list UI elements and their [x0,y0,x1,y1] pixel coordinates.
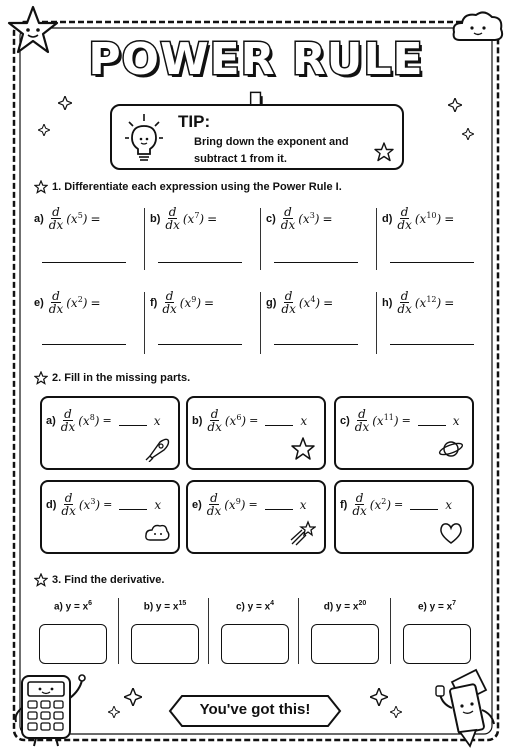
exponent: 4 [270,600,275,607]
answer-box[interactable] [311,624,379,664]
column-divider [376,292,377,354]
variable: x [228,498,236,512]
item-label: f) [340,498,348,511]
equals-sign: = [102,414,112,427]
star-bullet-icon [34,371,48,385]
star-bullet-icon [34,573,48,587]
column-divider [260,292,261,354]
sparkle-icon [370,688,388,706]
operator-numerator: d [210,491,218,505]
item-label: d) [382,212,393,225]
coefficient-blank[interactable] [265,500,293,510]
sparkle-icon [108,706,120,718]
derivative-question [28,600,118,674]
operator-denominator: dx [207,420,222,434]
exercise-cell [34,206,150,286]
operator-denominator: dx [397,302,412,316]
derivative-operator [165,206,179,231]
question-text: c) y = x [235,601,271,613]
power-term: $(x^{12})$ [414,295,442,310]
power-term: $(x^{10})$ [414,211,442,226]
power-term: $(x^{11})$ [372,413,399,428]
variable: x [419,212,427,226]
answer-line[interactable] [390,344,474,345]
operator-numerator: d [355,491,364,505]
operator-numerator: d [284,205,292,219]
exponent: 7 [452,600,457,607]
exponent: 15 [178,600,187,607]
exponent: 9 [235,497,241,506]
exponent: 11 [383,413,394,422]
exponent: 6 [88,600,93,607]
item-label: g) [266,296,277,309]
operator-numerator: d [210,407,219,421]
fill-in-box [40,480,180,554]
derivative-expression [340,408,460,433]
question-label [210,600,300,612]
variable: x [300,413,308,428]
equals-sign: = [249,414,259,427]
equals-sign: = [401,414,411,427]
answer-line[interactable] [42,344,126,345]
exponent: 7 [194,211,200,220]
fill-in-box [186,480,326,554]
column-divider [260,208,261,270]
tip-text: Bring down the exponent and subtract 1 from it. [194,136,349,165]
equals-sign: = [204,295,215,310]
item-label: h) [382,296,393,309]
star-icon [290,436,316,462]
operator-numerator: d [165,289,174,303]
fill-in-box [40,396,180,470]
exponent: 20 [358,600,367,607]
question-text: b) y = x [143,601,179,613]
variable: x [82,414,90,428]
operator-numerator: d [52,205,60,219]
item-label: b) [150,212,161,225]
derivative-operator [49,206,63,231]
operator-denominator: dx [281,302,296,316]
rocket-icon [144,436,170,462]
item-label: c) [266,212,276,225]
power-term: $(x^8)$ [78,413,100,428]
variable: x [419,296,427,310]
derivative-operator [49,290,63,315]
operator-denominator: dx [48,302,64,316]
encouragement-banner [164,694,346,728]
derivative-expression [46,408,160,433]
operator-denominator: dx [397,218,412,232]
derivative-operator [61,492,75,517]
derivative-operator [355,408,369,433]
variable: x [302,212,310,226]
derivative-operator [61,408,75,433]
exponent: 2 [77,295,83,304]
column-divider [144,292,145,354]
item-label: a) [34,212,44,225]
derivative-expression [46,492,161,517]
question-text: e) y = x [417,601,453,613]
exercise-cell [266,290,382,370]
calculator-mascot-icon [12,668,90,748]
pencil-mascot-icon [432,668,504,748]
derivative-operator [281,290,295,315]
equals-sign: = [103,498,113,511]
derivative-question [210,600,300,674]
derivative-expression [150,206,266,231]
sparkle-icon [448,98,462,112]
coefficient-blank[interactable] [119,416,147,426]
power-term: $(x^9)$ [179,295,202,310]
column-divider [376,208,377,270]
column-divider [118,598,119,664]
question-text: a) y = x [53,601,89,613]
fill-in-box [334,396,474,470]
answer-line[interactable] [158,344,242,345]
question-text: d) y = x [323,601,359,613]
exercise-cell [150,290,266,370]
answer-line[interactable] [274,262,358,263]
tip-heading: TIP: [178,112,211,131]
derivative-operator [207,492,221,517]
variable: x [452,413,460,428]
derivative-operator [397,290,411,315]
item-label: e) [192,498,202,511]
variable: x [153,413,161,428]
operator-numerator: d [64,407,72,421]
operator-denominator: dx [48,218,64,232]
operator-denominator: dx [352,504,367,518]
exponent: 2 [381,497,387,506]
question-label [300,600,390,612]
equals-sign: = [394,498,404,511]
section-3-heading [34,573,164,587]
derivative-expression [34,290,150,315]
exponent: 9 [191,295,197,304]
answer-line[interactable] [390,262,474,263]
operator-denominator: dx [162,302,177,316]
equals-sign: = [323,295,334,310]
shooting-star-icon [290,520,316,546]
derivative-operator [207,408,221,433]
equals-sign: = [207,211,218,226]
equals-sign: = [444,211,455,226]
section-2-title: 2. Fill in the missing parts. [52,372,191,384]
item-label: e) [34,296,44,309]
power-term: $(x^2)$ [66,295,88,310]
answer-box[interactable] [403,624,471,664]
cloud-icon [144,520,170,546]
answer-box[interactable] [131,624,199,664]
answer-box[interactable] [39,624,107,664]
operator-numerator: d [284,289,293,303]
variable: x [154,497,162,512]
page-title: POWER RULE [88,34,424,85]
planet-icon [438,436,464,462]
smiling-star-icon [6,4,60,56]
section-2-heading [34,371,190,385]
variable: x [70,212,78,226]
power-term: $(x^2)$ [369,497,392,512]
item-label: c) [340,414,350,427]
heart-icon [438,520,464,546]
exercise-cell [382,290,498,370]
section-3-title: 3. Find the derivative. [52,574,165,586]
sparkle-icon [462,128,474,140]
operator-denominator: dx [206,504,222,518]
power-term: $(x^4)$ [298,295,321,310]
derivative-expression [266,290,382,315]
exercise-cell [266,206,382,286]
operator-numerator: d [52,289,60,303]
exercise-cell [382,206,498,286]
star-icon [374,142,394,162]
derivative-expression [192,408,307,433]
power-term: $(x^7)$ [182,211,205,226]
smiling-cloud-icon [450,8,506,48]
exponent: 12 [426,295,437,304]
exponent: 6 [236,413,242,422]
exponent: 10 [426,211,437,220]
star-bullet-icon [34,180,48,194]
equals-sign: = [248,498,258,511]
derivative-expression [266,206,382,231]
derivative-question [300,600,390,674]
derivative-expression [150,290,266,315]
derivative-operator [352,492,366,517]
variable: x [184,296,192,310]
variable: x [303,296,311,310]
fill-in-box [334,480,474,554]
answer-box[interactable] [221,624,289,664]
section-1-heading [34,180,342,194]
variable: x [187,212,195,226]
answer-line[interactable] [42,262,126,263]
equals-sign: = [90,211,101,226]
sparkle-icon [38,124,50,136]
equals-sign: = [444,295,455,310]
item-label: f) [150,296,158,309]
variable: x [83,498,91,512]
column-divider [208,598,209,664]
operator-numerator: d [358,407,366,421]
derivative-expression [34,206,150,231]
answer-line[interactable] [158,262,242,263]
variable: x [299,497,307,512]
operator-denominator: dx [60,420,76,434]
question-label [28,600,118,612]
exponent: 4 [310,295,316,304]
sparkle-icon [58,96,72,110]
power-term: $(x^5)$ [66,211,88,226]
operator-denominator: dx [61,504,76,518]
operator-numerator: d [168,205,177,219]
column-divider [144,208,145,270]
banner-text: You've got this! [199,701,311,718]
derivative-expression [382,290,498,315]
derivative-operator [397,206,411,231]
derivative-expression [192,492,306,517]
operator-numerator: d [64,491,73,505]
column-divider [390,598,391,664]
derivative-expression [340,492,452,517]
exponent: 8 [89,413,95,422]
derivative-operator [162,290,176,315]
power-term: $(x^3)$ [298,211,320,226]
operator-denominator: dx [354,420,370,434]
derivative-question [120,600,210,674]
item-label: a) [46,414,56,427]
equals-sign: = [90,295,101,310]
operator-numerator: d [400,205,409,219]
coefficient-blank[interactable] [410,500,438,510]
exponent: 5 [77,211,83,220]
column-divider [298,598,299,664]
variable: x [70,296,78,310]
tip-box [110,104,404,170]
exercise-cell [34,290,150,370]
sparkle-icon [124,688,142,706]
fill-in-box [186,396,326,470]
derivative-operator [281,206,295,231]
operator-numerator: d [400,289,409,303]
operator-denominator: dx [165,218,180,232]
coefficient-blank[interactable] [418,416,446,426]
power-term: $(x^9)$ [224,497,246,512]
variable: x [229,414,237,428]
answer-line[interactable] [274,344,358,345]
item-label: d) [46,498,57,511]
power-term: $(x^6)$ [224,413,247,428]
variable: x [374,498,382,512]
question-label [120,600,210,612]
item-label: b) [192,414,203,427]
equals-sign: = [322,211,333,226]
power-term: $(x^3)$ [78,497,101,512]
operator-denominator: dx [280,218,296,232]
lightbulb-icon [124,112,164,166]
coefficient-blank[interactable] [265,416,293,426]
exercise-cell [150,206,266,286]
sparkle-icon [390,706,402,718]
exponent: 3 [309,211,315,220]
exponent: 3 [90,497,96,506]
section-1-title: 1. Differentiate each expression using the Power Rule I. [52,181,342,193]
derivative-question [392,600,482,674]
derivative-expression [382,206,498,231]
variable: x [445,497,453,512]
question-label [392,600,482,612]
coefficient-blank[interactable] [119,500,147,510]
variable: x [376,414,384,428]
